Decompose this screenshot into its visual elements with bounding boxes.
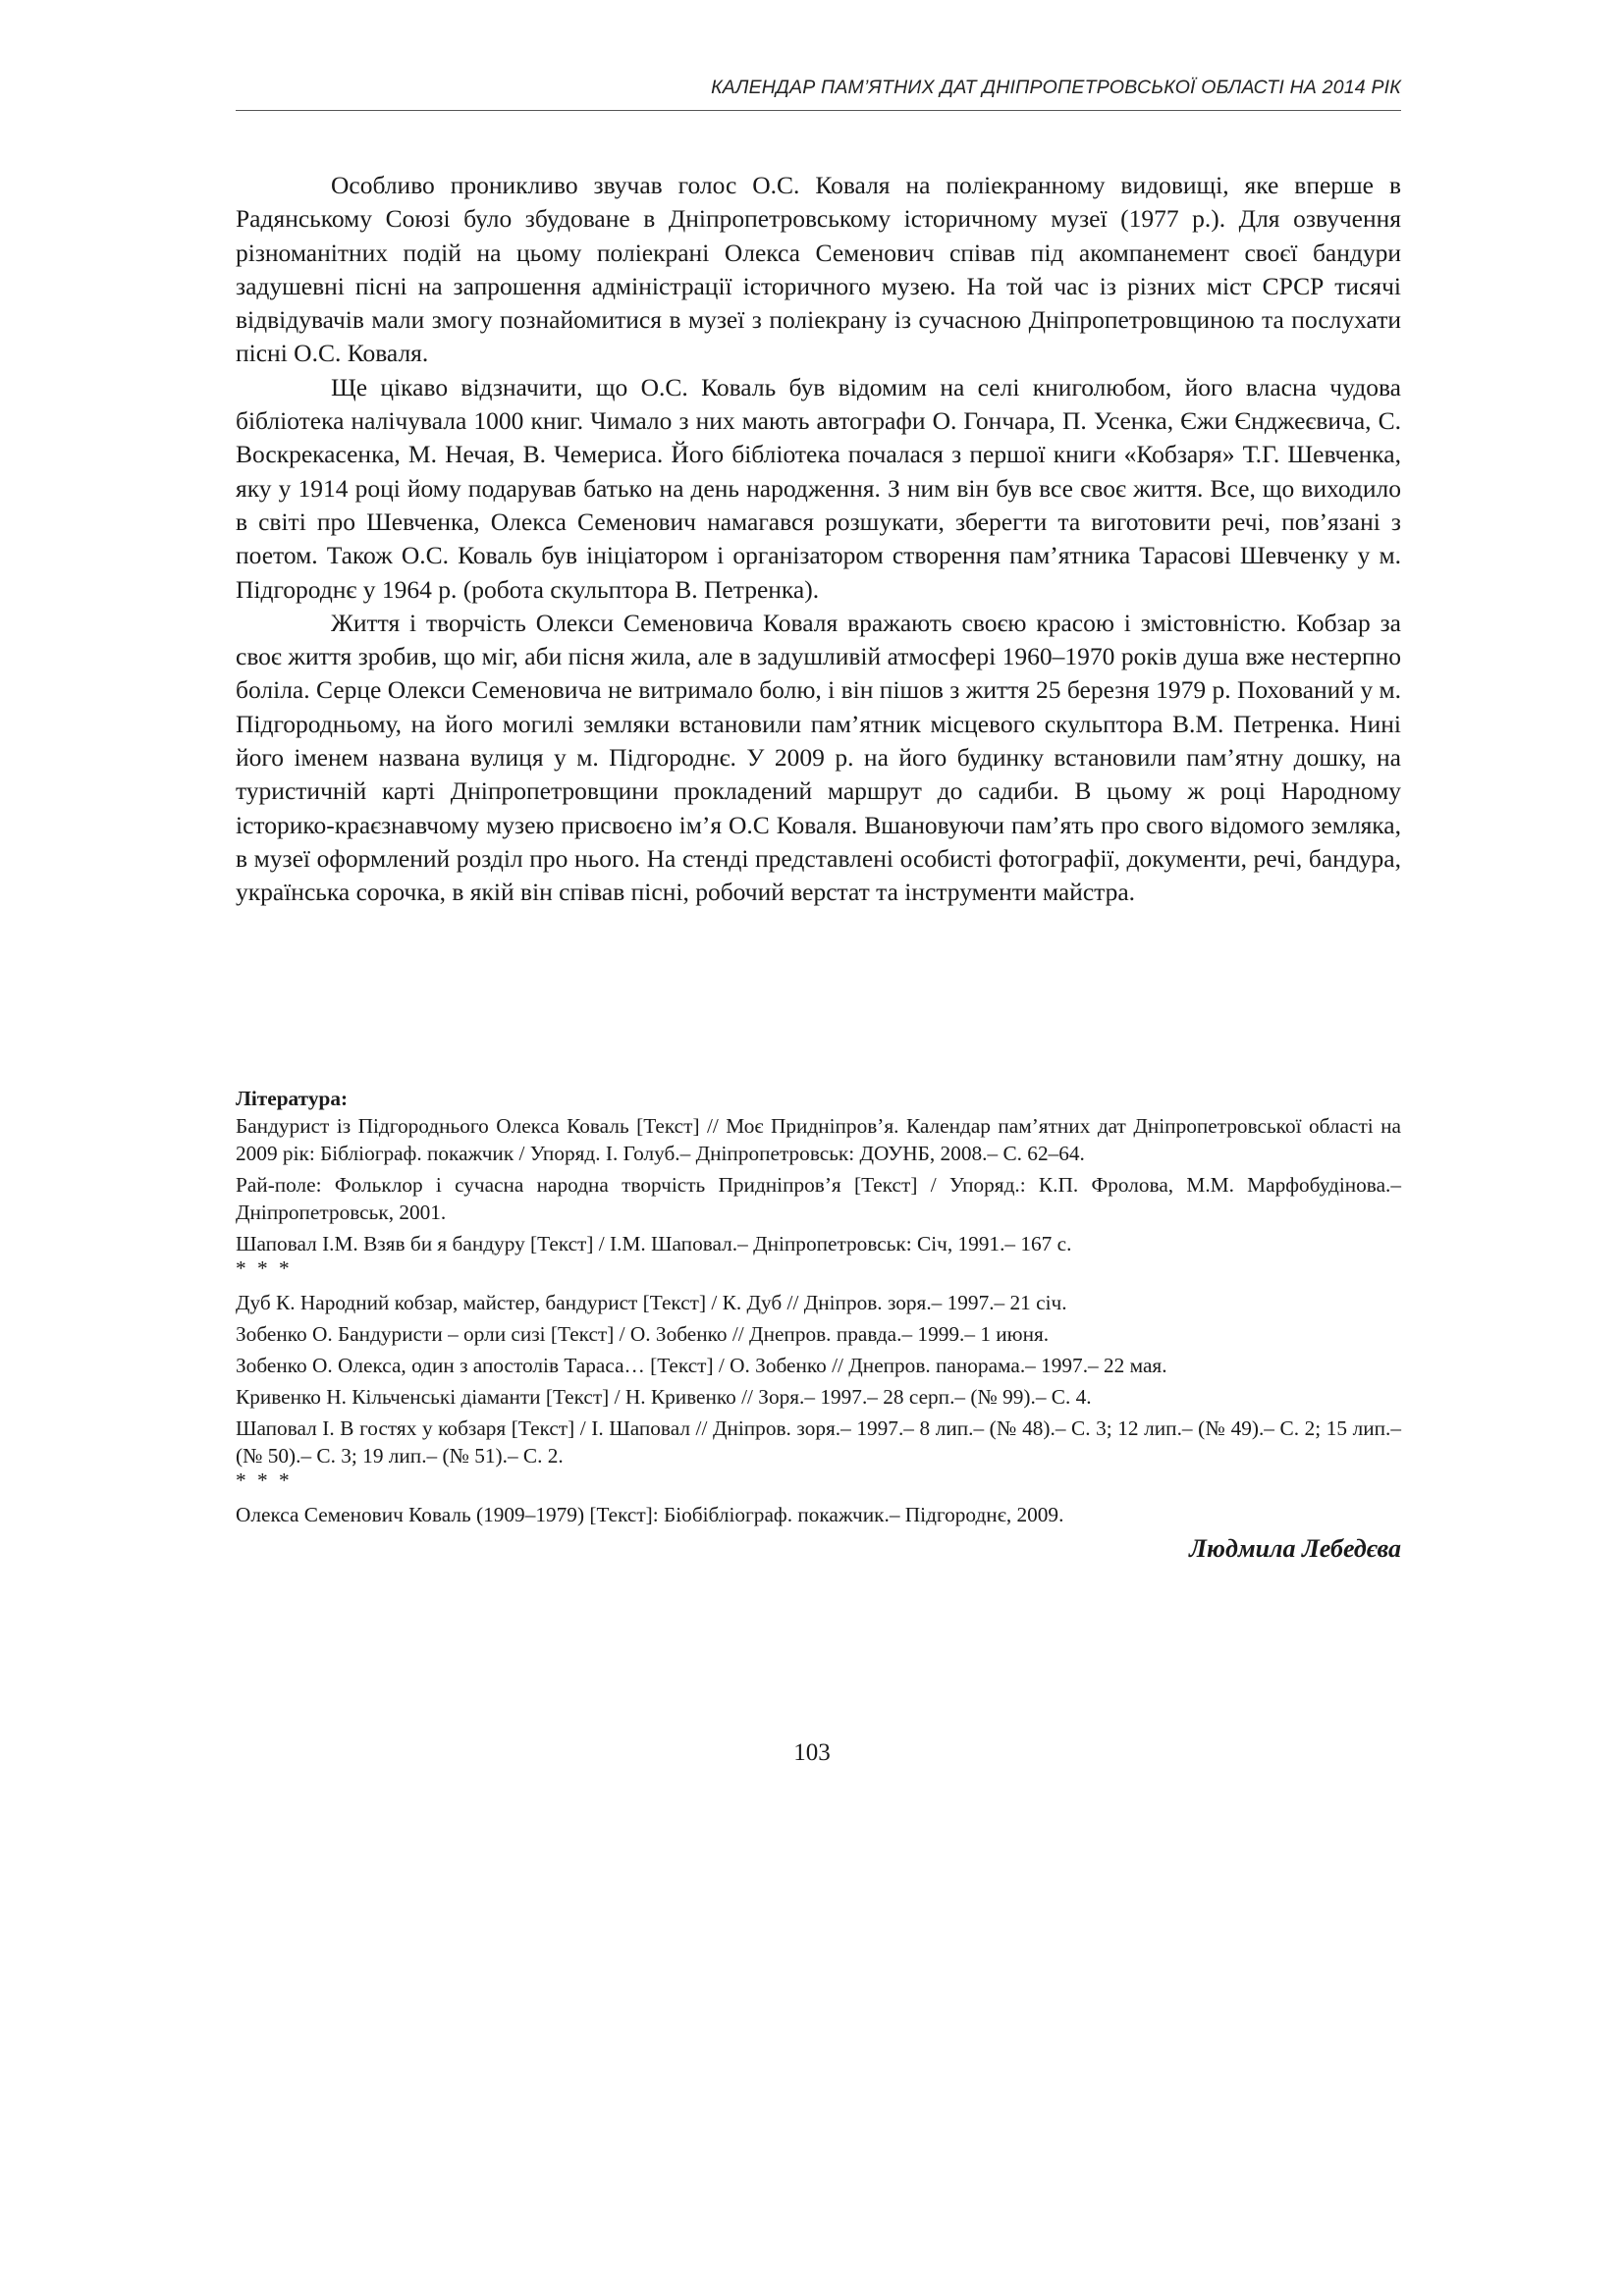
- header-rule: [236, 110, 1401, 111]
- reference-item: Шаповал І.М. Взяв би я бандуру [Текст] / І.М. Шаповал.– Дніпропетровськ: Січ, 1991.– 167 с.: [236, 1232, 1072, 1255]
- running-header: КАЛЕНДАР ПАМ’ЯТНИХ ДАТ ДНІПРОПЕТРОВСЬКОЇ ОБЛАСТІ НА 2014 РІК: [711, 77, 1401, 98]
- page-number: 103: [793, 1739, 831, 1766]
- reference-separator: * * *: [236, 1468, 293, 1492]
- reference-item: Олекса Семенович Коваль (1909–1979) [Текст]: Біобібліограф. покажчик.– Підгороднє, 2009.: [236, 1503, 1064, 1526]
- reference-item: Шаповал І. В гостях у кобзаря [Текст] / І. Шаповал // Дніпров. зоря.– 1997.– 8 лип.– (№ 48).– С. 3; 12 лип.– (№ 49).– С. 2; 15 лип.– (№ 50).– С. 3; 19 лип.– (№ 51).– С. 2.: [236, 1416, 1401, 1468]
- literature-heading: Література:: [236, 1087, 349, 1110]
- paragraph: Особливо проникливо звучав голос О.С. Коваля на поліекранному видовищі, яке вперше в Радянському Союзі було збудоване в Дніпропетровському історичному музеї (1977 р.). Для озвучення різноманітних подій на цьому поліекрані Олекса Семенович співав під акомпанемент своєї бандури задушевні пісні на запрошення адміністрації історичного музею. На той час із різних міст СРСР тисячі відвідувачів мали змогу познайомитися в музеї з поліекрану із сучасною Дніпропетровщиною та послухати пісні О.С. Коваля.: [236, 171, 1401, 368]
- paragraph: Життя і творчість Олекси Семеновича Коваля вражають своєю красою і змістовністю. Кобзар за своє життя зробив, що міг, аби пісня жила, але в задушливій атмосфері 1960–1970 років душа вже нестерпно боліла. Серце Олекси Семеновича не витримало болю, і він пішов з життя 25 березня 1979 р. Похований у м. Підгородньому, на його могилі земляки встановили пам’ятник місцевого скульптора В.М. Петренка. Нині його іменем названа вулиця у м. Підгороднє. У 2009 р. на його будинку встановили пам’ятну дошку, на туристичній карті Дніпропетровщини прокладений маршрут до садиби. В цьому ж році Народному історико-краєзнавчому музею присвоєно ім’я О.С Коваля. Вшановуючи пам’ять про свого відомого земляка, в музеї оформлений розділ про нього. На стенді представлені особисті фотографії, документи, речі, бандура, українська сорочка, в якій він співав пісні, робочий верстат та інструменти майстра.: [236, 608, 1401, 907]
- reference-item: Зобенко О. Бандуристи – орли сизі [Текст] / О. Зобенко // Днепров. правда.– 1999.– 1 июня.: [236, 1322, 1050, 1346]
- author-signature: Людмила Лебедєва: [1189, 1534, 1401, 1563]
- main-text: [236, 169, 1401, 910]
- reference-item: Кривенко Н. Кільченські діаманти [Текст] / Н. Кривенко // Зоря.– 1997.– 28 серп.– (№ 99).– С. 4.: [236, 1385, 1092, 1409]
- reference-item: Рай-поле: Фольклор і сучасна народна творчість Придніпров’я [Текст] / Упоряд.: К.П. Фролова, М.М. Марфобудінова.– Дніпропетровськ, 2001.: [236, 1173, 1401, 1224]
- literature-section: [236, 1085, 1401, 1566]
- reference-item: Бандурист із Підгороднього Олекса Коваль [Текст] // Моє Придніпров’я. Календар пам’ятних дат Дніпропетровської області на 2009 рік: Бібліограф. покажчик / Упоряд. І. Голуб.– Дніпропетровськ: ДОУНБ, 2008.– С. 62–64.: [236, 1114, 1401, 1165]
- reference-item: Зобенко О. Олекса, один з апостолів Тараса… [Текст] / О. Зобенко // Днепров. панорама.– 1997.– 22 мая.: [236, 1354, 1167, 1377]
- paragraph: Ще цікаво відзначити, що О.С. Коваль був відомим на селі книголюбом, його власна чудова бібліотека налічувала 1000 книг. Чимало з них мають автографи О. Гончара, П. Усенка, Єжи Єнджеєвича, С. Воскрекасенка, М. Нечая, В. Чемериса. Його бібліотека почалася з першої книги «Кобзаря» Т.Г. Шевченка, яку у 1914 році йому подарував батько на день народження. З ним він був все своє життя. Все, що виходило в світі про Шевченка, Олекса Семенович намагався розшукати, зберегти та виготовити речі, пов’язані з поетом. Також О.С. Коваль був ініціатором і організатором створення пам’ятника Тарасові Шевченку у м. Підгороднє у 1964 р. (робота скульптора В. Петренка).: [236, 372, 1401, 604]
- reference-separator: * * *: [236, 1256, 293, 1280]
- reference-item: Дуб К. Народний кобзар, майстер, бандурист [Текст] / К. Дуб // Дніпров. зоря.– 1997.– 21 січ.: [236, 1291, 1067, 1314]
